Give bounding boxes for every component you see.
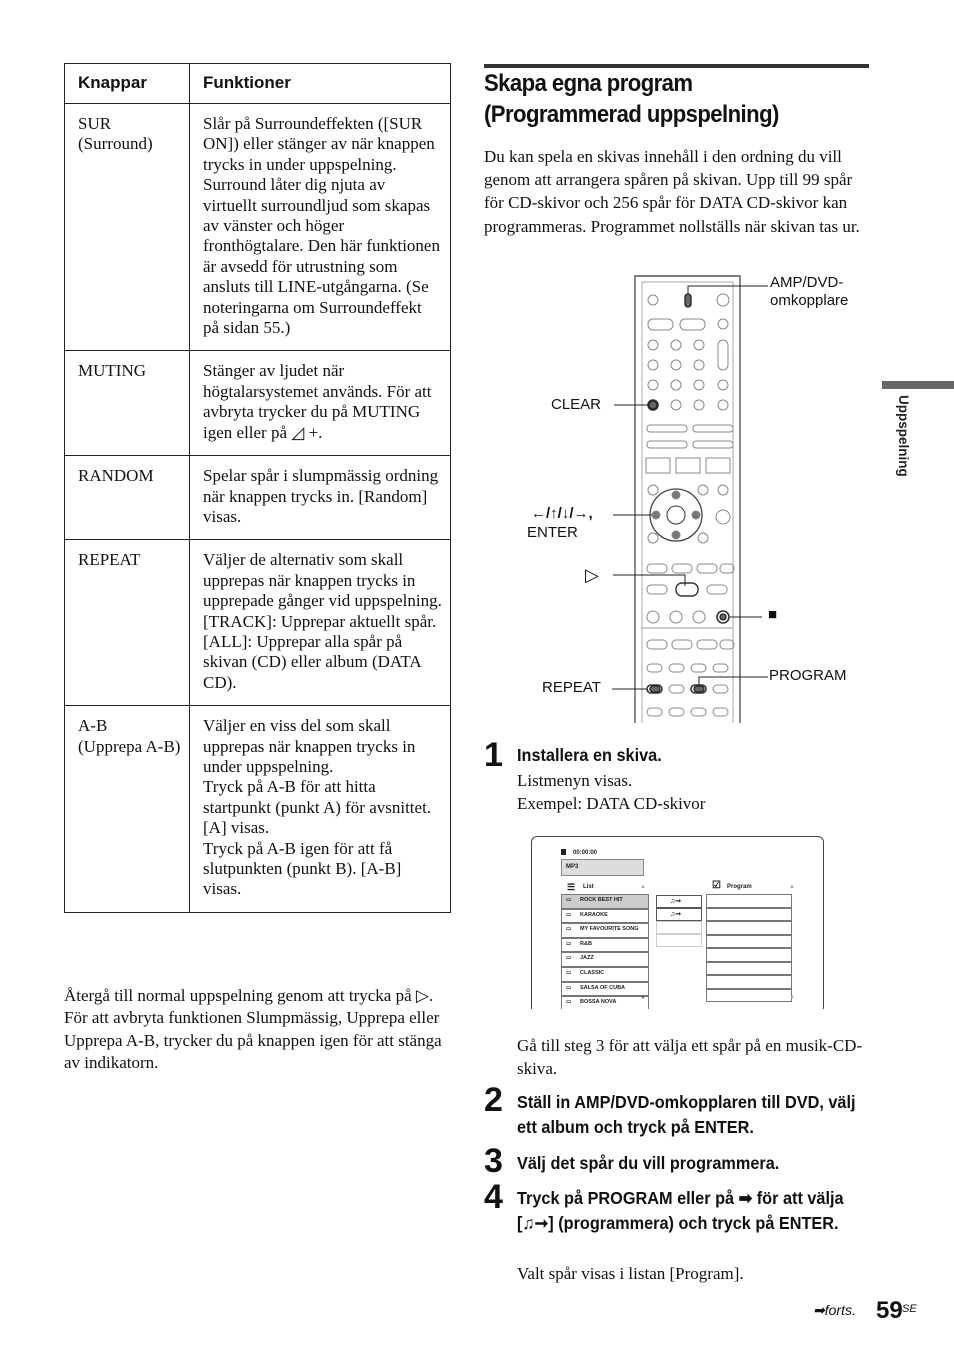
program-slot (706, 989, 792, 1003)
table-row (65, 351, 451, 456)
table-row (65, 706, 451, 913)
functions-table (64, 63, 451, 913)
menu-button-disabled (656, 934, 702, 947)
label-play-icon: ▷ (585, 565, 599, 585)
label-program: PROGRAM (769, 667, 847, 684)
screen-time: 00:00:00 (573, 850, 598, 856)
program-slot (706, 975, 792, 989)
table-cell-key: REPEAT (65, 540, 190, 706)
label-amp-dvd-switch: AMP/DVD- omkopplare (770, 274, 849, 309)
album-list (561, 894, 649, 1009)
list-item[interactable]: ▭ JAZZ (561, 952, 649, 967)
menu-button-disabled (656, 921, 702, 934)
list-item[interactable]: ▭ BOSSA NOVA (561, 996, 649, 1009)
screen-format: MP3 (566, 864, 579, 870)
label-stop-icon: ■ (768, 606, 778, 623)
table-cell-desc: Slår på Surroundeffekten ([SUR ON]) eller stänger av när knappen trycks in under uppspelning. Surround låter dig njuta av virtuellt surroundljud som skapas av vänster och höger fronthögtalare. Den här funktionen är avsedd för utrustning som ansluts till LINE-utgångarna. (Se noteringarna om Surroundeffekt på sidan 55.) (190, 104, 451, 351)
page-suffix: SE (902, 1303, 917, 1315)
list-item[interactable]: ▭ CLASSIC (561, 967, 649, 982)
table-row (65, 104, 451, 351)
screen-list-label: List (583, 884, 594, 890)
page-number: 59 (876, 1297, 903, 1324)
section-intro: Du kan spela en skivas innehåll i den ordning du vill genom att arrangera spåren på skivan. Upp till 99 spår för CD-skivor och 256 spår för DATA CD-skivor kan programmeras. Programmet nollställs när skivan tas ur. (484, 147, 860, 236)
program-scroll-down-icon[interactable]: ▼ (789, 995, 795, 1001)
continued-label: ➡forts. (813, 1302, 856, 1318)
step-1-heading: Installera en skiva. (517, 745, 662, 765)
note-line-1: Återgå till normal uppspelning genom att trycka på ▷. (64, 986, 434, 1005)
list-item[interactable]: ▭ SALSA OF CUBA (561, 982, 649, 997)
step-3-number: 3 (484, 1142, 503, 1180)
step-4-number: 4 (484, 1178, 503, 1216)
stop-indicator-icon (561, 849, 566, 855)
list-menu-screen (531, 836, 824, 1009)
program-list (706, 894, 792, 1002)
table-cell-desc: Stänger av ljudet när högtalarsystemet används. För att avbryta trycker du på MUTING igen eller på ◿ +. (190, 351, 451, 456)
table-row (65, 540, 451, 706)
note-line-2: För att avbryta funktionen Slumpmässig, Upprepa eller Upprepa A-B, trycker du på knappen igen för att stänga av indikatorn. (64, 1008, 442, 1073)
program-slot (706, 908, 792, 922)
remote-control-illustration (520, 268, 870, 723)
program-scroll-up-icon[interactable]: ▲ (789, 884, 795, 890)
table-cell-desc: Spelar spår i slumpmässig ordning när knappen trycks in. [Random] visas. (190, 456, 451, 540)
step-1-number: 1 (484, 736, 503, 774)
step-1-body: Listmenyn visas. Exempel: DATA CD-skivor (517, 771, 706, 813)
program-slot (706, 894, 792, 908)
list-icon: ☰ (567, 882, 576, 892)
label-arrows: ←/↑/↓/→, (531, 505, 593, 522)
table-cell-desc: Väljer de alternativ som skall upprepas när knappen trycks in upprepade gånger vid uppspelning. [TRACK]: Upprepar aktuellt spår. [ALL]: Upprepar alla spår på skivan (CD) eller album (DATA CD). (190, 540, 451, 706)
program-menu-button[interactable]: ♫➞ (656, 895, 702, 908)
step-3-heading: Välj det spår du vill programmera. (517, 1153, 780, 1173)
menu-button[interactable]: ♫➞ (656, 908, 702, 921)
program-slot (706, 935, 792, 949)
note-paragraph (64, 985, 454, 1075)
list-item[interactable]: ▭ KARAOKE (561, 909, 649, 924)
table-row (65, 456, 451, 540)
step-2-number: 2 (484, 1081, 503, 1119)
step-4-body: Valt spår visas i listan [Program]. (517, 1264, 744, 1283)
table-cell-key: RANDOM (65, 456, 190, 540)
program-slot (706, 962, 792, 976)
program-slot (706, 948, 792, 962)
table-header-row (65, 64, 451, 104)
step-2-heading: Ställ in AMP/DVD-omkopplaren till DVD, välj ett album och tryck på ENTER. (517, 1092, 856, 1137)
table-cell-key: A-B (Upprepa A-B) (65, 706, 190, 913)
screen-program-label: Program (727, 884, 752, 890)
scroll-up-icon[interactable]: ▲ (640, 884, 646, 890)
step-4-heading: Tryck på PROGRAM eller på ➡ för att välja [♫➞] (programmera) och tryck på ENTER. (517, 1188, 844, 1233)
list-item[interactable]: ▭ R&B (561, 938, 649, 953)
checkbox-icon: ☑ (712, 880, 721, 891)
side-tab-label: Uppspelning (896, 395, 911, 477)
program-slot (706, 921, 792, 935)
table-header-knappar: Knappar (65, 64, 190, 104)
table-cell-key: SUR (Surround) (65, 104, 190, 351)
label-clear: CLEAR (551, 396, 602, 413)
section-title: Skapa egna program (Programmerad uppspelning) (484, 70, 779, 128)
scroll-down-icon[interactable]: ▼ (640, 995, 646, 1001)
list-item[interactable]: ▭ ROCK BEST HIT (561, 894, 649, 909)
side-tab-bar (882, 381, 954, 389)
table-header-funktioner: Funktioner (190, 64, 451, 104)
label-repeat: REPEAT (542, 679, 601, 696)
table-cell-desc: Väljer en viss del som skall upprepas när knappen trycks in under uppspelning. Tryck på A-B för att hitta startpunkt (punkt A) för avsnittet. [A] visas. Tryck på A-B igen för att få slutpunkten (punkt B). [A-B] visas. (190, 706, 451, 913)
label-enter: ENTER (527, 524, 578, 541)
step-1-after: Gå till steg 3 för att välja ett spår på en musik-CD-skiva. (517, 1036, 863, 1078)
list-item[interactable]: ▭ MY FAVOURITE SONG (561, 923, 649, 938)
table-cell-key: MUTING (65, 351, 190, 456)
